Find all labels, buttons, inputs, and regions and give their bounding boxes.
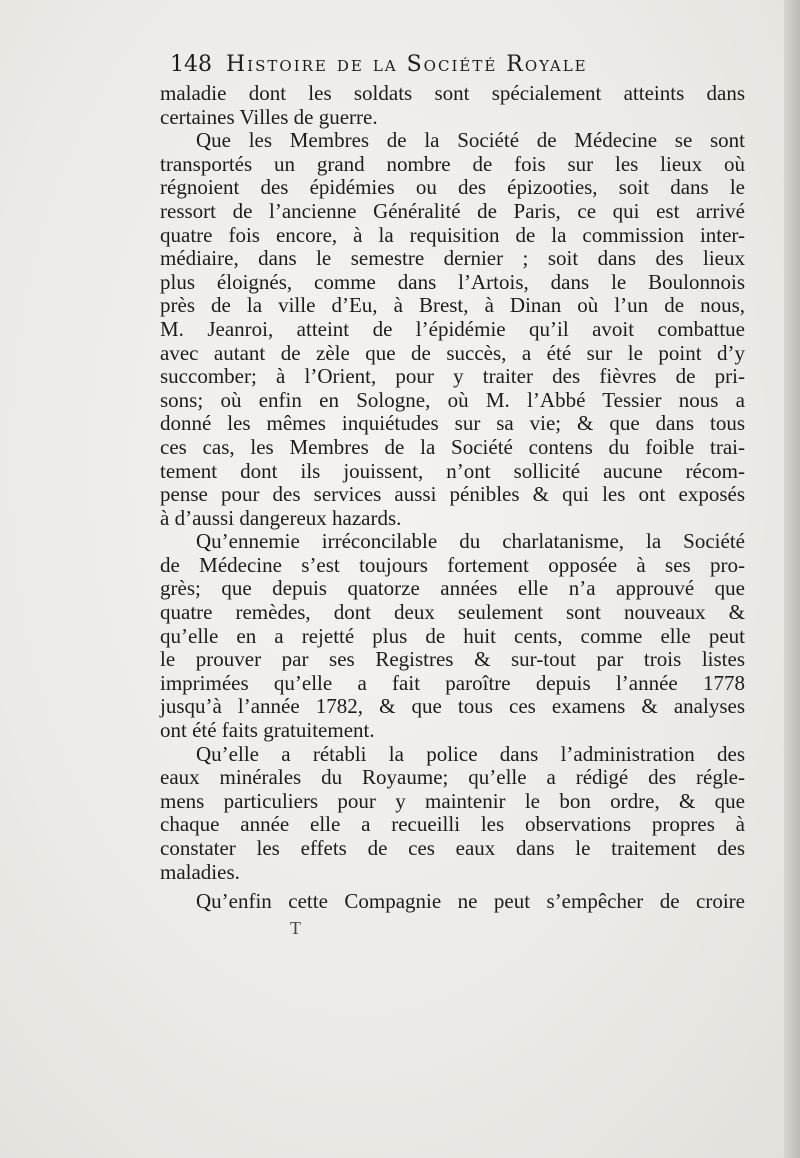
text-line: certaines Villes de guerre.	[160, 104, 378, 129]
page-gutter	[784, 0, 800, 1158]
text-line: mens particuliers pour y maintenir le bon ordre, & que	[160, 788, 745, 813]
text-line: Qu’ennemie irréconcilable du charlatanisme, la Société	[196, 529, 745, 554]
text-line: chaque année elle a recueilli les observations propres à	[160, 812, 745, 837]
text-line: qu’elle en a rejetté plus de huit cents, comme elle peut	[160, 623, 745, 648]
text-line: le prouver par ses Registres & sur-tout par trois listes	[160, 647, 745, 672]
text-line: avec autant de zèle que de succès, a été sur le point d’y	[160, 340, 745, 365]
text-line: quatre remèdes, dont deux seulement sont nouveaux &	[160, 600, 745, 625]
text-line: pense pour des services aussi pénibles & qui les ont exposés	[160, 482, 745, 507]
text-line: Que les Membres de la Société de Médecine se sont	[196, 128, 745, 153]
text-line: près de la ville d’Eu, à Brest, à Dinan où l’un de nous,	[160, 293, 745, 318]
text-line: ont été faits gratuitement.	[160, 718, 375, 743]
text-line: donné les mêmes inquiétudes sur sa vie; & que dans tous	[160, 411, 745, 436]
text-line: imprimées qu’elle a fait paroître depuis l’année 1778	[160, 670, 745, 695]
text-line: médiaire, dans le semestre dernier ; soit dans des lieux	[160, 246, 745, 271]
text-line: Qu’enfin cette Compagnie ne peut s’empêcher de croire	[196, 889, 745, 914]
text-line: de Médecine s’est toujours fortement opposée à ses pro-	[160, 552, 745, 577]
text-line: eaux minérales du Royaume; qu’elle a rédigé des régle-	[160, 765, 745, 790]
text-line: maladies.	[160, 859, 240, 884]
text-line: ces cas, les Membres de la Société contens du foible trai-	[160, 434, 745, 459]
text-line: quatre fois encore, à la requisition de la commission inter-	[160, 222, 745, 247]
page-number: 148	[170, 52, 212, 77]
text-line: plus éloignés, comme dans l’Artois, dans le Boulonnois	[160, 269, 745, 294]
page-body	[160, 48, 745, 939]
text-line: régnoient des épidémies ou des épizooties, soit dans le	[160, 175, 745, 200]
signature-mark: T	[290, 917, 301, 938]
text-line: succomber; à l’Orient, pour y traiter des fièvres de pri-	[160, 364, 745, 389]
text-line: ressort de l’ancienne Généralité de Paris, ce qui est arrivé	[160, 198, 745, 223]
running-header	[170, 48, 745, 82]
text-line: jusqu’à l’année 1782, & que tous ces examens & analyses	[160, 694, 745, 719]
text-line: transportés un grand nombre de fois sur les lieux où	[160, 151, 745, 176]
text-line: Qu’elle a rétabli la police dans l’administration des	[196, 741, 745, 766]
text-line: sons; où enfin en Sologne, où M. l’Abbé Tessier nous a	[160, 387, 745, 412]
text-line: à d’aussi dangereux hazards.	[160, 505, 402, 530]
running-title: Histoire de la Société Royale	[226, 52, 588, 77]
text-line: M. Jeanroi, atteint de l’épidémie qu’il avoit combattue	[160, 316, 745, 341]
text-line: constater les effets de ces eaux dans le traitement des	[160, 836, 745, 860]
text-line: tement dont ils jouissent, n’ont sollicité aucune récom-	[160, 458, 745, 483]
text-line: maladie dont les soldats sont spécialement atteints dans	[160, 81, 745, 105]
text-line: grès; que depuis quatorze années elle n’a approuvé que	[160, 576, 745, 601]
